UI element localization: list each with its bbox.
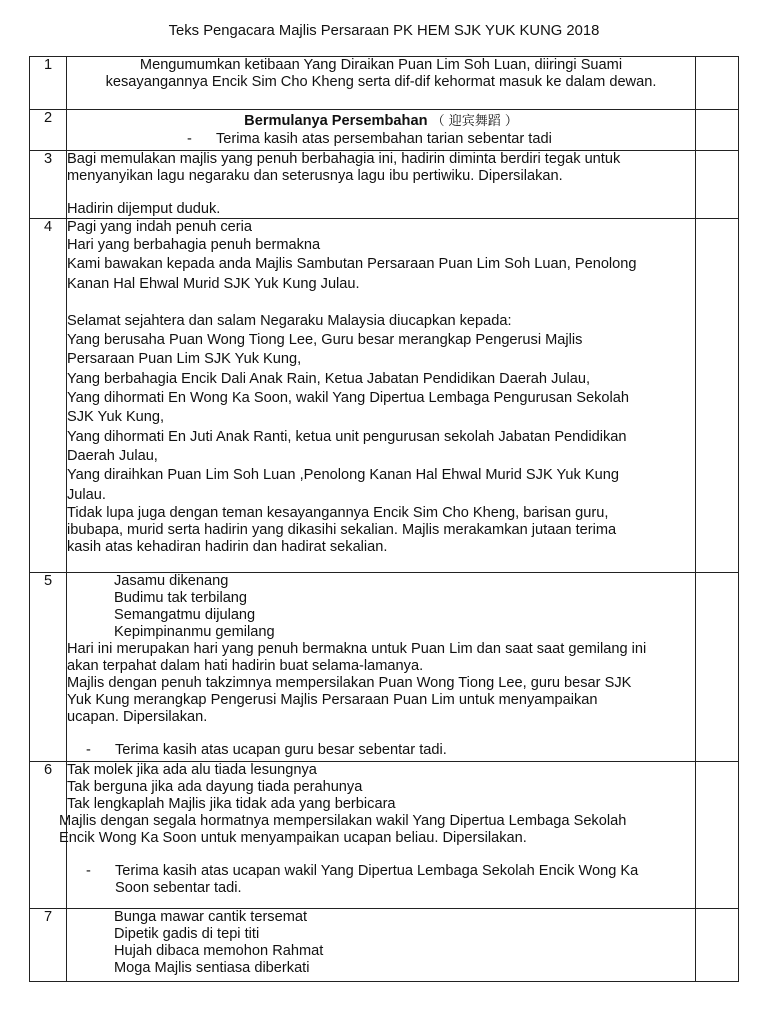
text-line: Kami bawakan kepada anda Majlis Sambutan Persaraan Puan Lim Soh Luan, Penolong bbox=[67, 256, 637, 273]
checkbox-cell bbox=[696, 219, 739, 573]
verse-line: Semangatmu dijulang bbox=[114, 607, 256, 623]
checkbox-cell bbox=[696, 573, 739, 762]
dash-text: Terima kasih atas ucapan wakil Yang Dipertua Lembaga Sekolah Encik Wong Ka bbox=[115, 863, 639, 879]
text-line: Yang dihormati En Wong Ka Soon, wakil Yang Dipertua Lembaga Pengurusan Sekolah bbox=[67, 390, 629, 407]
table-row bbox=[30, 762, 739, 909]
dash-text: Soon sebentar tadi. bbox=[115, 880, 242, 896]
dash-marker: - bbox=[86, 863, 91, 879]
row-content bbox=[67, 151, 696, 219]
table-row bbox=[30, 909, 739, 982]
row-content bbox=[67, 110, 696, 151]
text-line: Persaraan Puan Lim SJK Yuk Kung, bbox=[67, 351, 302, 368]
table-row bbox=[30, 57, 739, 110]
row-content bbox=[67, 573, 696, 762]
text-line: SJK Yuk Kung, bbox=[67, 409, 165, 426]
text-line: kesayangannya Encik Sim Cho Kheng serta dif-dif kehormat masuk ke dalam dewan. bbox=[105, 74, 657, 90]
text-line: Julau. bbox=[67, 486, 106, 503]
text-line: Hari ini merupakan hari yang penuh bermakna untuk Puan Lim dan saat saat gemilang ini bbox=[67, 641, 647, 657]
checkbox-cell bbox=[696, 909, 739, 982]
text-line: Yuk Kung merangkap Pengerusi Majlis Persaraan Puan Lim untuk menyampaikan bbox=[67, 692, 598, 708]
text-line: Daerah Julau, bbox=[67, 447, 158, 464]
heading-text: Bermulanya Persembahan bbox=[244, 113, 428, 129]
text-line: ucapan. Dipersilakan. bbox=[67, 709, 208, 725]
text-line: Yang dihormati En Juti Anak Ranti, ketua unit pengurusan sekolah Jabatan Pendidikan bbox=[67, 428, 627, 445]
checkbox-cell bbox=[696, 151, 739, 219]
spacer bbox=[67, 185, 695, 201]
text-line: Mengumumkan ketibaan Yang Diraikan Puan Lim Soh Luan, diiringi Suami bbox=[139, 57, 623, 73]
row-content bbox=[67, 57, 696, 110]
row-number: 3 bbox=[30, 151, 67, 219]
verse-line: Budimu tak terbilang bbox=[114, 590, 248, 606]
row-number: 2 bbox=[30, 110, 67, 151]
spacer bbox=[67, 294, 695, 312]
table-row bbox=[30, 151, 739, 219]
verse-line: Bunga mawar cantik tersemat bbox=[114, 909, 308, 925]
dash-item bbox=[67, 863, 695, 897]
verse-line: Tak lengkaplah Majlis jika tidak ada yang berbicara bbox=[67, 796, 396, 812]
verse-line: Dipetik gadis di tepi titi bbox=[114, 926, 260, 942]
table-row bbox=[30, 219, 739, 573]
text-line: Hadirin dijemput duduk. bbox=[67, 201, 221, 217]
heading-chinese: （ 迎宾舞蹈 ） bbox=[431, 114, 518, 129]
dash-item bbox=[67, 742, 695, 759]
dash-text: Terima kasih atas ucapan guru besar sebentar tadi. bbox=[115, 742, 447, 758]
table-row bbox=[30, 110, 739, 151]
text-line: Encik Wong Ka Soon untuk menyampaikan ucapan beliau. Dipersilakan. bbox=[59, 830, 527, 846]
row-number: 6 bbox=[30, 762, 67, 909]
verse-line: Kepimpinanmu gemilang bbox=[114, 624, 275, 640]
script-table bbox=[29, 56, 739, 982]
spacer bbox=[67, 726, 695, 742]
row-number: 4 bbox=[30, 219, 67, 573]
verse-line: Hujah dibaca memohon Rahmat bbox=[114, 943, 324, 959]
checkbox-cell bbox=[696, 110, 739, 151]
text-line: Tidak lupa juga dengan teman kesayangannya Encik Sim Cho Kheng, barisan guru, bbox=[67, 504, 609, 521]
document-title: Teks Pengacara Majlis Persaraan PK HEM SJK YUK KUNG 2018 bbox=[168, 23, 600, 39]
verse-line: Moga Majlis sentiasa diberkati bbox=[114, 960, 310, 976]
text-line: Majlis dengan penuh takzimnya mempersilakan Puan Wong Tiong Lee, guru besar SJK bbox=[67, 675, 632, 691]
dash-marker: - bbox=[86, 742, 91, 758]
row-content bbox=[59, 762, 696, 909]
text-line: ibubapa, murid serta hadirin yang dikasihi sekalian. Majlis merakamkan jutaan terima bbox=[67, 521, 617, 538]
text-line: menyanyikan lagu negaraku dan seterusnya lagu ibu pertiwiku. Dipersilakan. bbox=[67, 168, 563, 184]
text-line: Yang berbahagia Encik Dali Anak Rain, Ketua Jabatan Pendidikan Daerah Julau, bbox=[67, 370, 591, 387]
table-row bbox=[30, 573, 739, 762]
text-line: kasih atas kehadiran hadirin dan hadirat sekalian. bbox=[67, 538, 388, 555]
text-line: Pagi yang indah penuh ceria bbox=[67, 219, 252, 235]
text-line: akan terpahat dalam hati hadirin buat selama-lamanya. bbox=[67, 658, 424, 674]
section-heading bbox=[67, 113, 695, 130]
verse-line: Tak berguna jika ada dayung tiada perahunya bbox=[67, 779, 363, 795]
dash-item bbox=[67, 131, 695, 148]
text-line: Kanan Hal Ehwal Murid SJK Yuk Kung Julau. bbox=[67, 275, 360, 292]
text-line: Bagi memulakan majlis yang penuh berbahagia ini, hadirin diminta berdiri tegak untuk bbox=[67, 151, 621, 167]
text-line: Yang berusaha Puan Wong Tiong Lee, Guru besar merangkap Pengerusi Majlis bbox=[67, 332, 583, 349]
text-line: Hari yang berbahagia penuh bermakna bbox=[67, 237, 321, 253]
dash-text: Terima kasih atas persembahan tarian sebentar tadi bbox=[216, 131, 552, 147]
row-number: 5 bbox=[30, 573, 67, 762]
verse-line: Jasamu dikenang bbox=[114, 573, 229, 589]
row-content bbox=[67, 219, 696, 573]
text-line: Selamat sejahtera dan salam Negaraku Malaysia diucapkan kepada: bbox=[67, 312, 512, 329]
text-line: Yang diraihkan Puan Lim Soh Luan ,Penolong Kanan Hal Ehwal Murid SJK Yuk Kung bbox=[67, 467, 619, 484]
dash-text-block bbox=[115, 863, 695, 897]
row-number: 7 bbox=[30, 909, 67, 982]
row-number: 1 bbox=[30, 57, 67, 110]
verse-block bbox=[67, 909, 695, 977]
spacer bbox=[67, 847, 695, 863]
row-content bbox=[67, 909, 696, 982]
checkbox-cell bbox=[696, 57, 739, 110]
verse-line: Tak molek jika ada alu tiada lesungnya bbox=[67, 762, 317, 778]
text-line: Majlis dengan segala hormatnya mempersilakan wakil Yang Dipertua Lembaga Sekolah bbox=[59, 813, 627, 829]
dash-marker: - bbox=[187, 131, 192, 147]
checkbox-cell bbox=[696, 762, 739, 909]
verse-block bbox=[67, 573, 695, 641]
